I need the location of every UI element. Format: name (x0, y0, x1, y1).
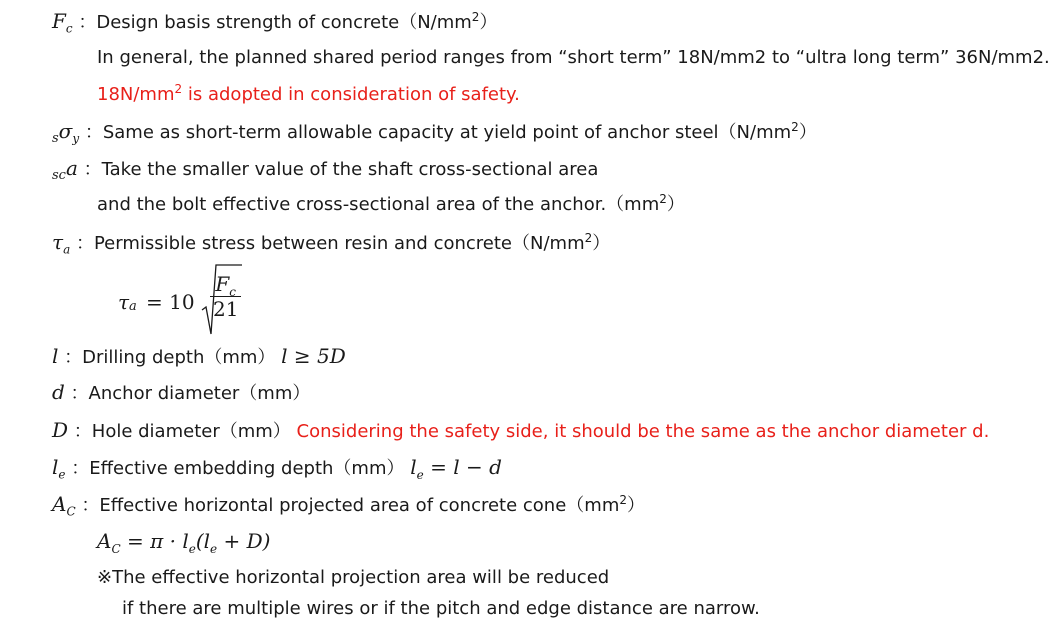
ac-formula: $A_C = \pi \cdot l_e(l_e + D)$ (97, 529, 271, 556)
le-definition: $l_e$ ：Effective embedding depth（mm） $l_e = l - d$ (52, 455, 502, 482)
D-definition (52, 419, 989, 443)
sigma-definition: $_s\sigma_y$ ：Same as short-term allowable capacity at yield point of anchor $steel(N/mm^2)$ (52, 119, 817, 146)
tau-fraction: $\frac{F_c}{21}$ (210, 272, 241, 321)
d-definition (52, 381, 310, 405)
D-safety-note: Considering the safety side, it should be the same as the anchor diameter d. (296, 421, 990, 442)
ac-note-1: ※The effective horizontal projection area will be reduced (97, 567, 610, 588)
fc-adopted-note: $18N/mm^2$ is adopted in consideration of safety. (97, 82, 520, 105)
sca-description-2: and the bolt effective cross-sectional area of the $anchor.(mm^2)$ (97, 192, 685, 215)
fc-general-note: In general, the planned shared period ranges from “short term” 18N/mm2 to “ultra long term” 36N/mm2. (97, 47, 1050, 68)
le-equation: $l_e = l - d$ (410, 455, 502, 482)
ac-description: ：Effective horizontal projected area of concrete cone（mm (81, 495, 620, 516)
sca-description: ：Take the smaller value of the shaft cross-sectional area (83, 159, 599, 180)
l-description: ：Drilling depth（mm） (64, 347, 276, 368)
D-description: ：Hole diameter（mm） (73, 421, 291, 442)
tau-definition: $\tau_a$ ：Permissible stress between resin and $concrete(N/mm^2)$ (52, 230, 611, 257)
fc-symbol: F (52, 9, 66, 33)
fc-description: ：Design basis strength of concrete（N/mm (78, 12, 472, 33)
sigma-symbol: σ (58, 119, 73, 143)
tau-symbol: τ (52, 230, 64, 254)
tau-description: ：Permissible stress between resin and concrete（N/mm (75, 233, 585, 254)
l-condition: l ≥ 5D (281, 344, 346, 368)
D-symbol: D (52, 418, 69, 442)
sca-definition: $_{sc}$a ：Take the smaller value of the shaft cross-sectional area (52, 156, 599, 183)
le-description: ：Effective embedding depth（mm） (71, 458, 405, 479)
ac-symbol: A (52, 492, 67, 516)
ac-note-2: if there are multiple wires or if the pitch and edge distance are narrow. (122, 598, 760, 619)
ac-definition: $A_C$ ：Effective horizontal projected area of concrete $cone(mm^2)$ (52, 492, 646, 519)
d-description: ：Anchor diameter（mm） (70, 383, 311, 404)
l-symbol: l (52, 344, 59, 368)
l-definition (52, 345, 346, 369)
sigma-description: ：Same as short-term allowable capacity at yield point of anchor steel（N/mm (84, 122, 792, 143)
fc-definition: $F_c$ ：Design basis strength of $concrete(N/mm^2)$ (52, 9, 498, 36)
sca-symbol: a (65, 156, 78, 180)
le-symbol: l (52, 455, 59, 479)
d-symbol: d (52, 380, 65, 404)
